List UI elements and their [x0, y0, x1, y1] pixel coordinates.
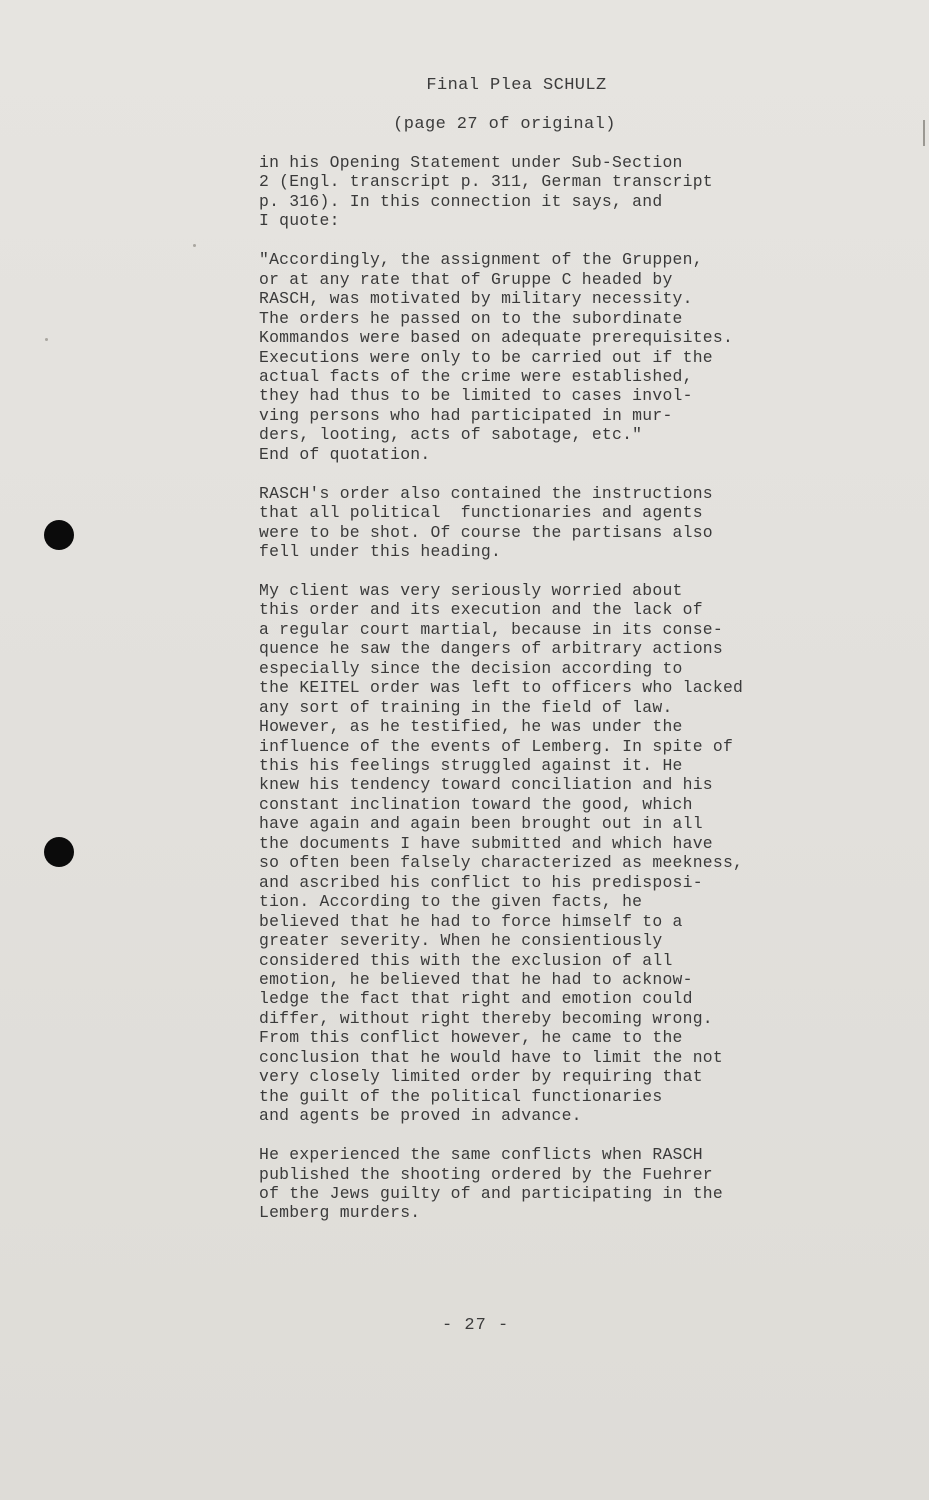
paragraph-opening-statement: in his Opening Statement under Sub-Section 2 (Engl. transcript p. 311, German transcript p. 316). In this connection it says, and I quote:: [259, 153, 713, 231]
punch-hole-lower: [44, 837, 74, 867]
document-subtitle: (page 27 of original): [393, 115, 616, 134]
document-body: [259, 153, 819, 1242]
page-number: - 27 -: [442, 1316, 510, 1335]
punch-hole-upper: [44, 520, 74, 550]
paragraph-rasch-order: RASCH's order also contained the instructions that all political functionaries and agents were to be shot. Of course the partisans also fell under this heading.: [259, 483, 713, 562]
paper-speck: [45, 338, 48, 341]
paragraph-same-conflicts: He experienced the same conflicts when RASCH published the shooting ordered by the Fuehrer of the Jews guilty of and participating in the Lemberg murders.: [259, 1145, 723, 1223]
paragraph-quotation: "Accordingly, the assignment of the Gruppen, or at any rate that of Gruppe C headed by RASCH, was motivated by military necessity. The orders he passed on to the subordinate Kommandos were based on adequate prerequisites. Executions were only to be carried out if the actual facts of the crime were established, they had thus to be limited to cases invol- ving persons who had participated in mur- ders, looting, acts of sabotage, etc." End of quotation.: [259, 250, 734, 464]
paragraph-client-worries: My client was very seriously worried about this order and its execution and the lack of a regular court martial, because in its conse- quence he saw the dangers of arbitrary actions especially since the decision according to the KEITEL order was left to officers who lacked any sort of training in the field of law. However, as he testified, he was under the influence of the events of Lemberg. In spite of this his feelings struggled against it. He knew his tendency toward conciliation and his constant inclination toward the good, which have again and again been brought out in all the documents I have submitted and which have so often been falsely characterized as meekness, and ascribed his conflict to his predisposi- tion. According to the given facts, he believed that he had to force himself to a greater severity. When he consientiously considered this with the exclusion of all emotion, he believed that he had to acknow- ledge the fact that right and emotion could differ, without right thereby becoming wrong. From this conflict however, he came to the conclusion that he would have to limit the not very closely limited order by requiring that the guilt of the political functionaries and agents be proved in advance.: [259, 580, 744, 1126]
document-title: Final Plea SCHULZ: [426, 76, 607, 95]
paper-speck: [193, 244, 196, 247]
